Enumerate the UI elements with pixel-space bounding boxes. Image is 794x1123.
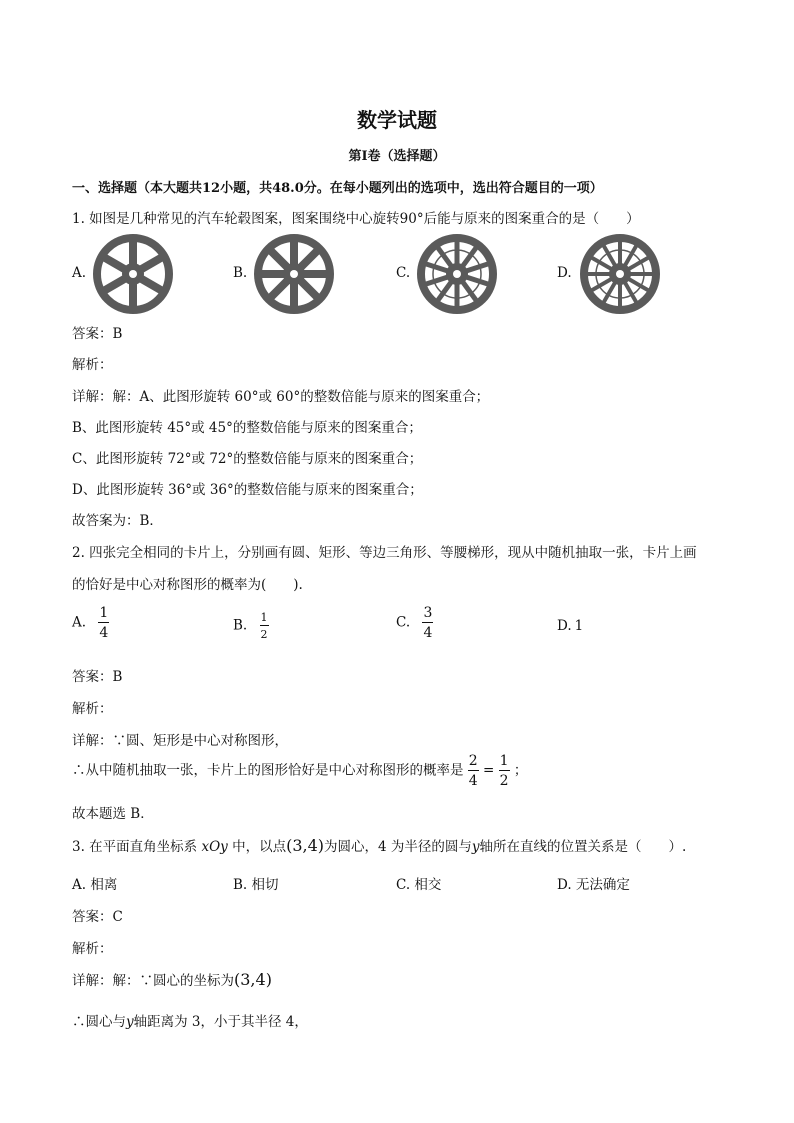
q1-option-b-label: B. — [233, 265, 248, 281]
q1-detail-line: C、此图形旋转 72°或 72°的整数倍能与原来的图案重合； — [72, 451, 423, 467]
q2-detail-line — [72, 754, 527, 788]
q1-answer: 答案：B — [72, 326, 123, 342]
q2-conclusion: 故本题选 B． — [72, 806, 154, 822]
q2-option-c-label: C. — [396, 614, 411, 631]
fraction-denominator: 4 — [468, 773, 478, 789]
q1-analysis-label: 解析： — [72, 357, 113, 373]
q3-option-c: C. 相交 — [396, 877, 442, 893]
q1-option-d-label: D. — [557, 265, 572, 281]
q2-option-d-value: 1 — [574, 618, 584, 634]
page-subtitle: 第Ⅰ卷（选择题） — [348, 149, 446, 164]
q3-stem-text: 为圆心，4 为半径的圆与 — [324, 839, 472, 855]
wheel-hub-center — [129, 270, 137, 278]
wheel-6-spoke-icon — [92, 233, 174, 315]
wheel-8-spoke-icon — [253, 233, 335, 315]
fraction-numerator: 2 — [468, 753, 478, 769]
q3-center-point: (3,4) — [234, 970, 272, 989]
q3-stem-text: 3. 在平面直角坐标系 — [72, 839, 198, 855]
page-title: 数学试题 — [357, 108, 437, 132]
section-heading: 一、选择题（本大题共12小题，共48.0分。在每小题列出的选项中，选出符合题目的一项） — [72, 181, 603, 196]
fraction-denominator: 4 — [99, 625, 109, 641]
q3-option-d: D. 无法确定 — [557, 877, 630, 893]
fraction-denominator: 2 — [260, 628, 268, 641]
wheel-hub-center — [453, 270, 461, 278]
q2-detail-text: ∴从中随机抽取一张，卡片上的图形恰好是中心对称图形的概率是 — [72, 762, 464, 779]
q2-option-a-label: A. — [72, 614, 87, 631]
q3-point: (3,4) — [286, 836, 325, 855]
q3-detail-line — [72, 969, 272, 989]
q2-answer: 答案：B — [72, 669, 123, 685]
q2-option-b-label: B. — [233, 617, 248, 634]
fraction-denominator: 2 — [499, 773, 509, 789]
q3-analysis-label: 解析： — [72, 941, 113, 957]
fraction-numerator: 1 — [499, 753, 509, 769]
q1-conclusion: 故答案为：B． — [72, 513, 163, 529]
q1-option-a-label: A. — [72, 265, 87, 281]
q2-option-c — [396, 606, 433, 640]
q2-option-d-label: D. — [557, 618, 572, 634]
fraction-numerator: 3 — [423, 605, 433, 621]
q3-option-b: B. 相切 — [233, 877, 279, 893]
q2-stem-line2: 的恰好是中心对称图形的概率为( ). — [72, 577, 303, 593]
q2-option-d — [557, 618, 583, 634]
fraction-numerator: 1 — [260, 611, 268, 624]
q2-option-b-fraction — [260, 612, 269, 640]
equals-sign: = — [483, 762, 495, 779]
q2-analysis-label: 解析： — [72, 701, 113, 717]
q2-detail-line: 详解：∵圆、矩形是中心对称图形， — [72, 733, 288, 749]
fraction-numerator: 1 — [99, 605, 109, 621]
q1-option-c-label: C. — [396, 265, 411, 281]
q2-option-a — [72, 606, 109, 640]
q3-y-axis: y — [126, 1014, 134, 1030]
q1-detail-line: D、此图形旋转 36°或 36°的整数倍能与原来的图案重合； — [72, 482, 423, 498]
fraction-denominator: 4 — [423, 625, 433, 641]
q1-stem: 1. 如图是几种常见的汽车轮毂图案，图案围绕中心旋转90°后能与原来的图案重合的是（ ） — [72, 211, 640, 227]
wheel-12-spoke-icon — [579, 233, 661, 315]
q3-detail-text: ∴圆心与 — [72, 1014, 126, 1030]
q1-detail-line: 详解：解：A、此图形旋转 60°或 60°的整数倍能与原来的图案重合； — [72, 389, 490, 405]
q2-detail-suffix: ； — [513, 762, 528, 779]
wheel-hub-center — [290, 270, 298, 278]
q2-option-a-fraction — [98, 606, 109, 640]
q3-stem — [72, 835, 686, 855]
q3-coordinate-system: xOy — [201, 839, 228, 855]
wheel-hub-center — [616, 270, 624, 278]
wheel-10-spoke-icon — [416, 233, 498, 315]
q2-stem-line1: 2. 四张完全相同的卡片上，分别画有圆、矩形、等边三角形、等腰梯形，现从中随机抽取一张，卡片上画 — [72, 545, 697, 561]
q3-y-axis: y — [471, 839, 480, 855]
q3-detail-line — [72, 1010, 308, 1030]
q3-answer: 答案：C — [72, 909, 123, 925]
q3-stem-text: 中，以点 — [232, 839, 287, 855]
q2-option-c-fraction — [422, 606, 433, 640]
q3-stem-text: 轴所在直线的位置关系是（ ）. — [479, 839, 687, 855]
q3-detail-text: 轴距离为 3，小于其半径 4， — [133, 1014, 308, 1030]
q3-option-a: A. 相离 — [72, 877, 118, 893]
probability-fraction — [468, 754, 479, 788]
q2-option-b — [233, 612, 269, 640]
probability-fraction — [499, 754, 510, 788]
q3-detail-text: 详解：解：∵圆心的坐标为 — [72, 973, 234, 989]
q1-detail-line: B、此图形旋转 45°或 45°的整数倍能与原来的图案重合； — [72, 420, 422, 436]
